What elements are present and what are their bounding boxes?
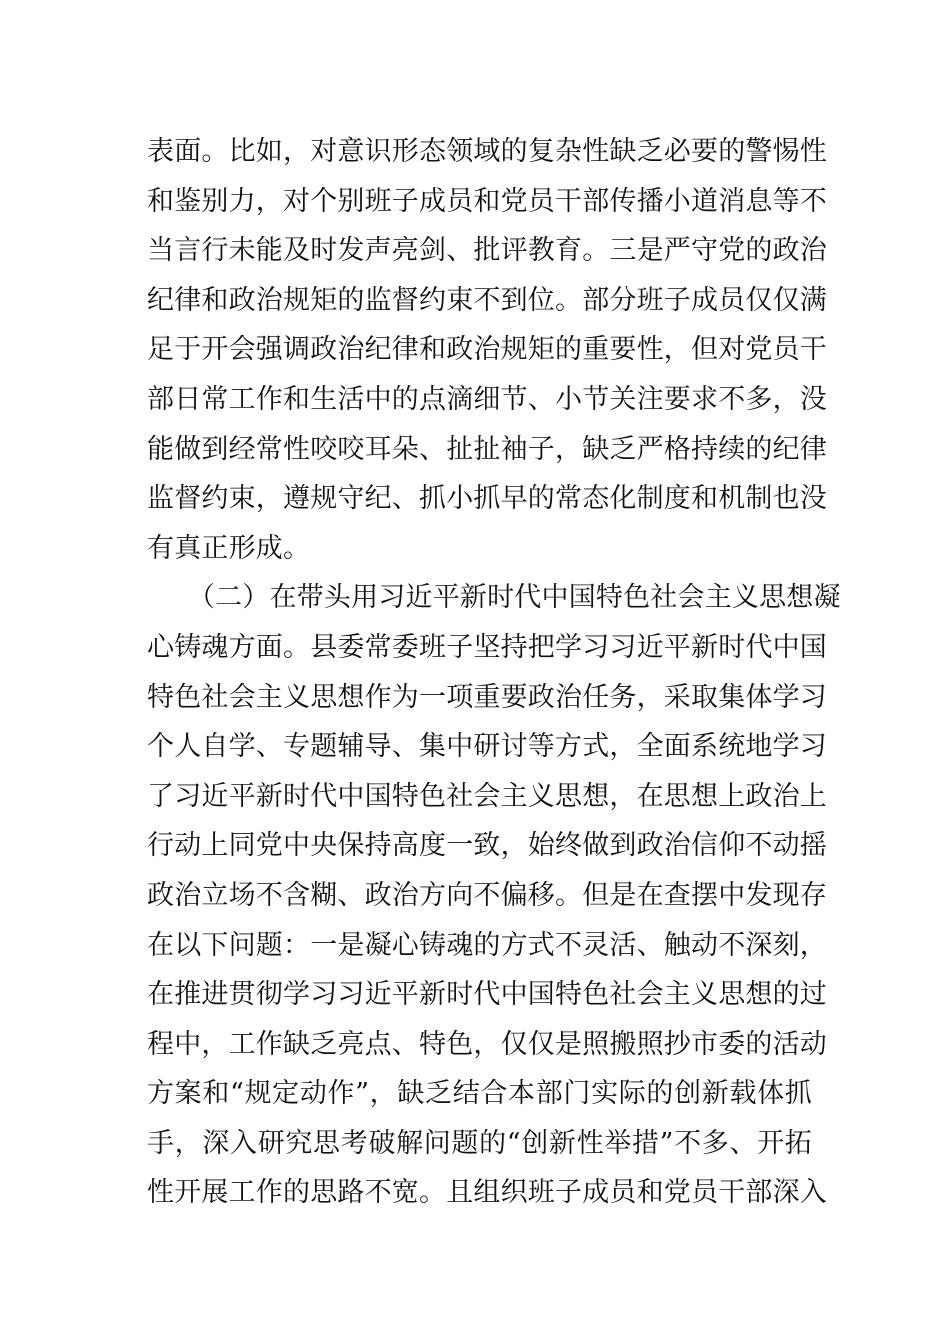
- text-line: 和鉴别力，对个别班子成员和党员干部传播小道消息等不: [147, 185, 827, 217]
- text-line: 手，深入研究思考破解问题的“创新性举措”不多、开拓: [147, 1127, 812, 1159]
- text-line: 表面。比如，对意识形态领域的复杂性缺乏必要的警惕性: [147, 136, 827, 167]
- text-line: 了习近平新时代中国特色社会主义思想，在思想上政治上: [147, 780, 827, 812]
- text-line: 能做到经常性咬咬耳朵、扯扯袖子，缺乏严格持续的纪律: [147, 433, 827, 465]
- text-line: 部日常工作和生活中的点滴细节、小节关注要求不多，没: [147, 383, 827, 415]
- text-line: 足于开会强调政治纪律和政治规矩的重要性，但对党员干: [147, 334, 827, 366]
- text-line: 方案和“规定动作”，缺乏结合本部门实际的创新载体抓: [147, 1078, 812, 1110]
- text-line: 纪律和政治规矩的监督约束不到位。部分班子成员仅仅满: [147, 284, 827, 316]
- text-line: 在推进贯彻学习习近平新时代中国特色社会主义思想的过: [147, 979, 827, 1011]
- text-line: 性开展工作的思路不宽。且组织班子成员和党员干部深入: [147, 1177, 827, 1209]
- text-line: 个人自学、专题辅导、集中研讨等方式，全面系统地学习: [147, 731, 827, 763]
- text-line: 监督约束，遵规守纪、抓小抓早的常态化制度和机制也没: [147, 483, 827, 515]
- text-line: 当言行未能及时发声亮剑、批评教育。三是严守党的政治: [147, 235, 827, 267]
- text-line: 在以下问题：一是凝心铸魂的方式不灵活、触动不深刻，: [147, 929, 827, 961]
- text-line: 行动上同党中央保持高度一致，始终做到政治信仰不动摇: [147, 830, 827, 862]
- text-line: 特色社会主义思想作为一项重要政治任务，采取集体学习: [147, 681, 827, 713]
- text-line: 心铸魂方面。县委常委班子坚持把学习习近平新时代中国: [147, 631, 827, 663]
- text-line: （二）在带头用习近平新时代中国特色社会主义思想凝: [147, 582, 841, 614]
- body-text: [147, 127, 841, 1218]
- text-line: 程中，工作缺乏亮点、特色，仅仅是照搬照抄市委的活动: [147, 1028, 827, 1060]
- text-line: 有真正形成。: [147, 532, 311, 564]
- text-line: 政治立场不含糊、政治方向不偏移。但是在查摆中发现存: [147, 879, 827, 911]
